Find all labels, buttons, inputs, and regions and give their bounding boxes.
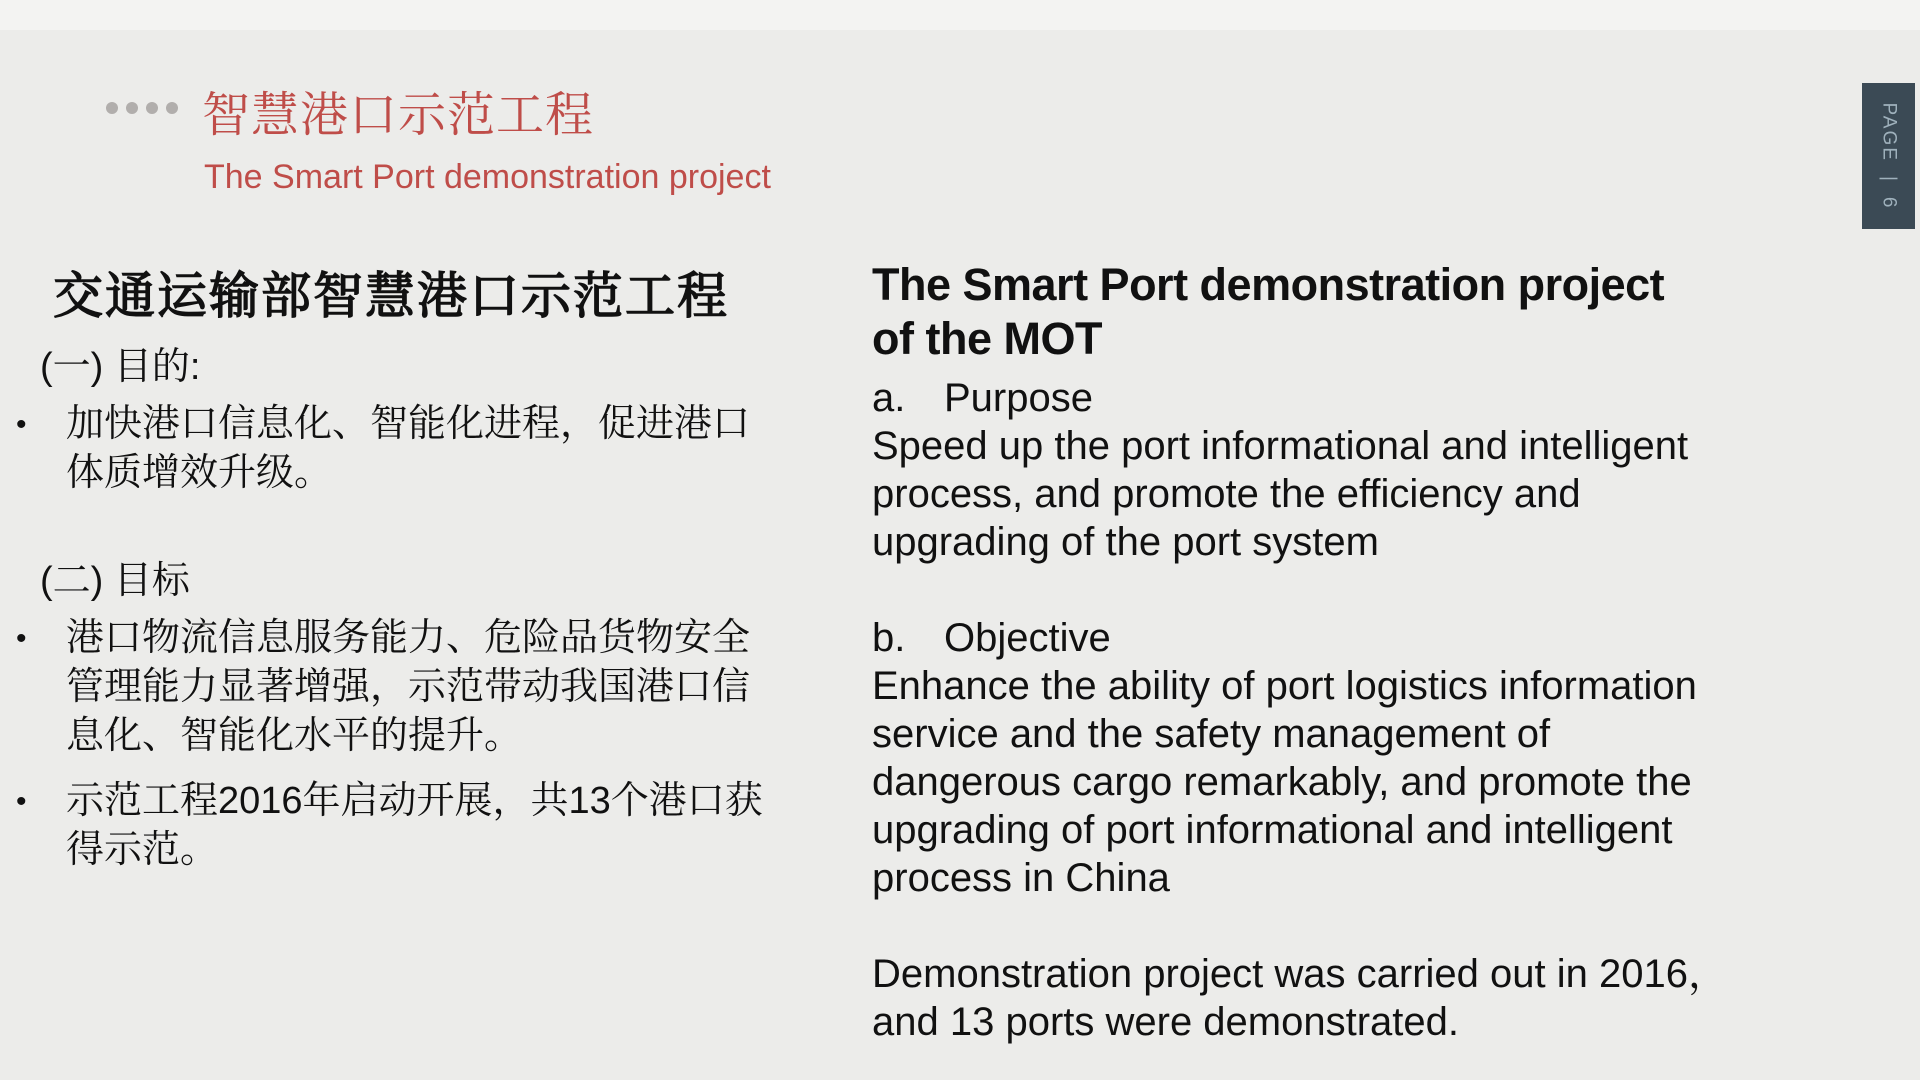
bullet-icon: • (16, 785, 27, 818)
objective-label: Objective (944, 616, 1111, 660)
bullet-icon: • (16, 408, 27, 441)
objective-text-en: Enhance the ability of port logistics information service and the safety management of dangerous cargo remarkably, and promote the upgrading of port informational and intelligent process in China (872, 664, 1697, 900)
purpose-label: Purpose (944, 376, 1093, 420)
slide-subtitle-en: The Smart Port demonstration project (204, 158, 771, 196)
list-item (14, 777, 834, 875)
top-strip (0, 0, 1920, 30)
list-item-text: 港口物流信息服务能力、危险品货物安全 管理能力显著增强，示范带动我国港口信 息化、智能化水平的提升。 (66, 617, 751, 757)
dot-icon (166, 102, 178, 114)
left-title: 交通运输部智慧港口示范工程 (53, 268, 729, 324)
objective-list-zh (14, 614, 834, 875)
dot-icon (126, 102, 138, 114)
list-item-text: 示范工程2016年启动开展，共13个港口获 得示范。 (66, 780, 763, 871)
list-item (14, 400, 834, 498)
page-tab-separator: | (1878, 175, 1900, 183)
purpose-block-en (872, 374, 1832, 566)
objective-heading-en (872, 614, 1832, 662)
dot-icon (146, 102, 158, 114)
section-heading-objective-zh: (二) 目标 (40, 560, 190, 602)
objective-block-en (872, 614, 1832, 902)
dot-icon (106, 102, 118, 114)
slide-title-zh: 智慧港口示范工程 (202, 89, 595, 142)
list-item (14, 614, 834, 761)
purpose-text-en: Speed up the port informational and intelligent process, and promote the efficiency and upgrading of the port system (872, 424, 1689, 564)
page-number: 6 (1878, 196, 1900, 210)
page-tab-label: PAGE (1878, 102, 1900, 162)
purpose-list-zh (14, 400, 834, 498)
purpose-heading-en (872, 374, 1832, 422)
purpose-marker: a. (872, 376, 906, 420)
header-dots-icon (106, 102, 178, 114)
objective-marker: b. (872, 616, 906, 660)
right-title: The Smart Port demonstration project of the MOT (872, 259, 1665, 364)
bullet-icon: • (16, 622, 27, 655)
right-column-english (872, 258, 1832, 1046)
page-tab-text (1878, 103, 1900, 210)
list-item-text: 加快港口信息化、智能化进程，促进港口 体质增效升级。 (66, 403, 751, 494)
section-heading-purpose-zh: (一) 目的: (40, 346, 201, 388)
page-number-tab (1862, 83, 1915, 229)
left-column-chinese (14, 268, 834, 891)
demonstration-note-en: Demonstration project was carried out in 2016， and 13 ports were demonstrated. (872, 952, 1728, 1044)
